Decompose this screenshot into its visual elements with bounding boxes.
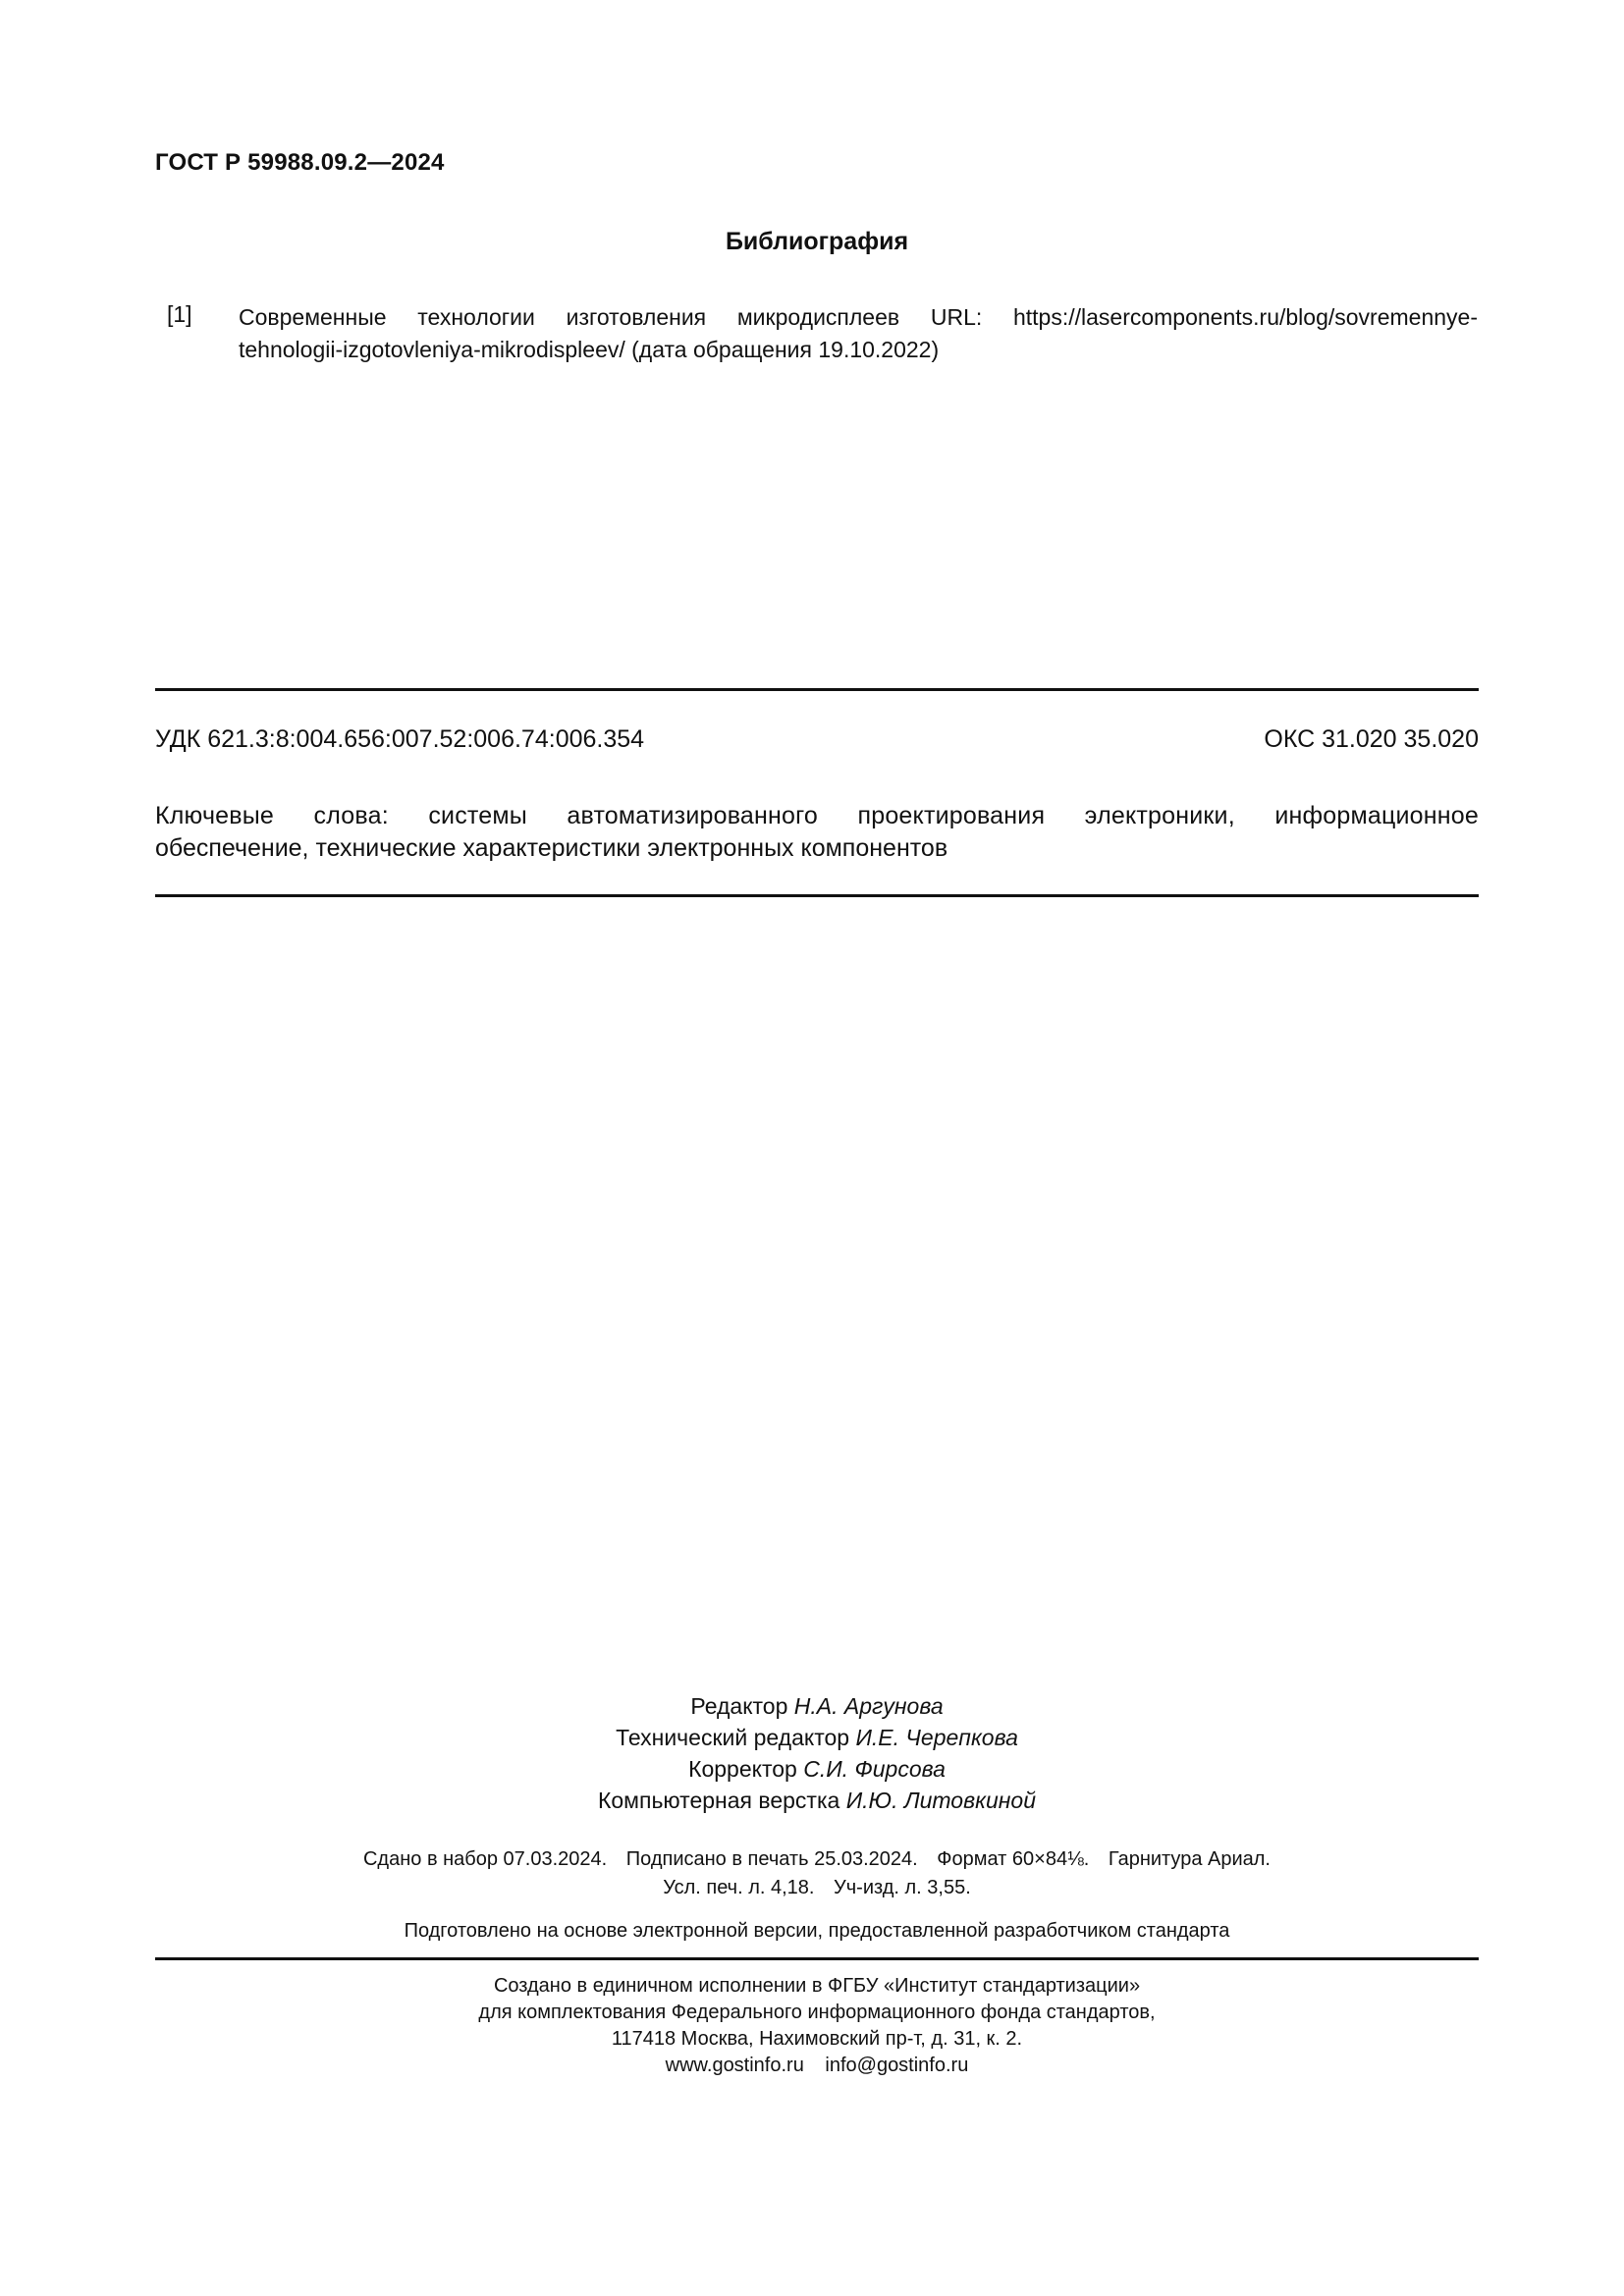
- reference-line-2: tehnologii-izgotovleniya-mikrodispleev/ (дата обращения 19.10.2022): [239, 337, 940, 362]
- imprint-submitted: Сдано в набор 07.03.2024.: [362, 1848, 608, 1870]
- imprint-typeface: Гарнитура Ариал.: [1108, 1848, 1271, 1870]
- keywords-block: [155, 800, 1479, 865]
- publisher-contacts: [0, 2053, 1624, 2079]
- keywords-line-2: обеспечение, технические характеристики электронных компонентов: [155, 834, 948, 862]
- udk-code: УДК 621.3:8:004.656:007.52:006.74:006.354: [155, 725, 645, 753]
- divider-middle: [155, 894, 1479, 897]
- imprint-print-sheets: Усл. печ. л. 4,18.: [663, 1877, 815, 1898]
- imprint-format: Формат 60×84⅛.: [937, 1848, 1090, 1870]
- credit-corrector-label: Корректор: [688, 1756, 797, 1782]
- bibliography-title: Библиография: [725, 228, 909, 255]
- credit-editor-label: Редактор: [690, 1693, 788, 1719]
- publisher-email[interactable]: info@gostinfo.ru: [825, 2055, 969, 2076]
- reference-text: [239, 301, 1478, 366]
- reference-line-1: Современные технологии изготовления микродисплеев URL: https://lasercomponents.ru/blog/sovremennye-: [239, 304, 1478, 330]
- divider-bottom: [155, 1957, 1479, 1960]
- divider-top: [155, 688, 1479, 691]
- credit-tech-editor-name: И.Е. Черепкова: [855, 1725, 1018, 1750]
- credit-tech-editor-label: Технический редактор: [616, 1725, 850, 1750]
- publisher-line-1: Создано в единичном исполнении в ФГБУ «Институт стандартизации»: [493, 1975, 1141, 1997]
- imprint-pub-sheets: Уч-изд. л. 3,55.: [834, 1877, 971, 1898]
- imprint-line-1: [0, 1845, 1624, 1874]
- credit-layout-name: И.Ю. Литовкиной: [845, 1788, 1036, 1813]
- publisher-line-3: 117418 Москва, Нахимовский пр-т, д. 31, к. 2.: [611, 2028, 1023, 2050]
- credit-tech-editor: [0, 1722, 1624, 1753]
- credit-editor-name: Н.А. Аргунова: [793, 1693, 944, 1719]
- credit-editor: [0, 1690, 1624, 1722]
- publisher-line-2: для комплектования Федерального информационного фонда стандартов,: [478, 2002, 1156, 2023]
- credit-corrector-name: С.И. Фирсова: [803, 1756, 946, 1782]
- reference-number: [1]: [167, 301, 192, 327]
- credit-corrector: [0, 1753, 1624, 1785]
- standard-code: ГОСТ Р 59988.09.2—2024: [155, 149, 445, 176]
- imprint-signed: Подписано в печать 25.03.2024.: [625, 1848, 918, 1870]
- credit-layout-label: Компьютерная верстка: [597, 1788, 840, 1813]
- keywords-line-1: Ключевые слова: системы автоматизированного проектирования электроники, информационное: [155, 802, 1479, 829]
- oks-code: ОКС 31.020 35.020: [1264, 725, 1479, 753]
- publisher-website[interactable]: www.gostinfo.ru: [665, 2055, 804, 2076]
- imprint-block: [0, 1845, 1624, 1902]
- prepared-note: Подготовлено на основе электронной версии, предоставленной разработчиком стандарта: [404, 1920, 1230, 1942]
- imprint-line-2: [0, 1874, 1624, 1902]
- credits-block: [0, 1690, 1624, 1816]
- publisher-block: [0, 1973, 1624, 2079]
- credit-layout: [0, 1785, 1624, 1816]
